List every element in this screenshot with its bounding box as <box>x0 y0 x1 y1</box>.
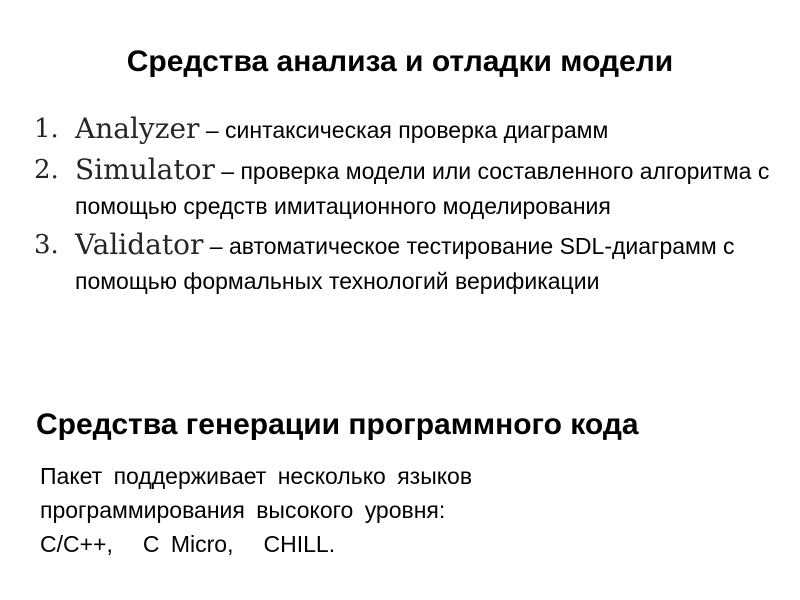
tool-name-analyzer: Analyzer <box>75 112 200 145</box>
generation-text-line: программирования высокого уровня: <box>40 497 446 523</box>
list-item-simulator <box>34 151 774 223</box>
separator-dash: – <box>199 117 226 143</box>
list-item-analyzer <box>34 110 774 148</box>
languages-line <box>40 527 740 561</box>
tool-description-analyzer: синтаксическая проверка диаграмм <box>225 117 609 143</box>
item-number: 1. <box>34 114 59 144</box>
item-number: 3. <box>34 230 59 260</box>
tool-description-simulator: проверка модели или составленного алгоритма с помощью средств имитационного моделирования <box>75 158 770 219</box>
separator-dash: – <box>203 233 229 259</box>
list-item-validator <box>34 226 774 298</box>
item-number: 2. <box>34 155 59 185</box>
language-item: C/C++, <box>40 531 113 557</box>
language-item: C Micro, <box>142 531 234 557</box>
language-item: CHILL. <box>263 531 336 557</box>
analysis-title: Средства анализа и отладки модели <box>126 45 674 78</box>
generation-description <box>40 459 740 561</box>
tool-description-validator: автоматическое тестирование SDL-диаграмм с помощью формальных технологий верификации <box>75 233 735 294</box>
tool-name-validator: Validator <box>75 228 204 261</box>
tool-name-simulator: Simulator <box>75 153 215 186</box>
generation-text-line: Пакет поддерживает несколько языков <box>40 463 473 489</box>
generation-title: Средства генерации программного кода <box>36 408 639 441</box>
separator-dash: – <box>214 158 241 184</box>
analysis-tools-list <box>34 110 774 298</box>
